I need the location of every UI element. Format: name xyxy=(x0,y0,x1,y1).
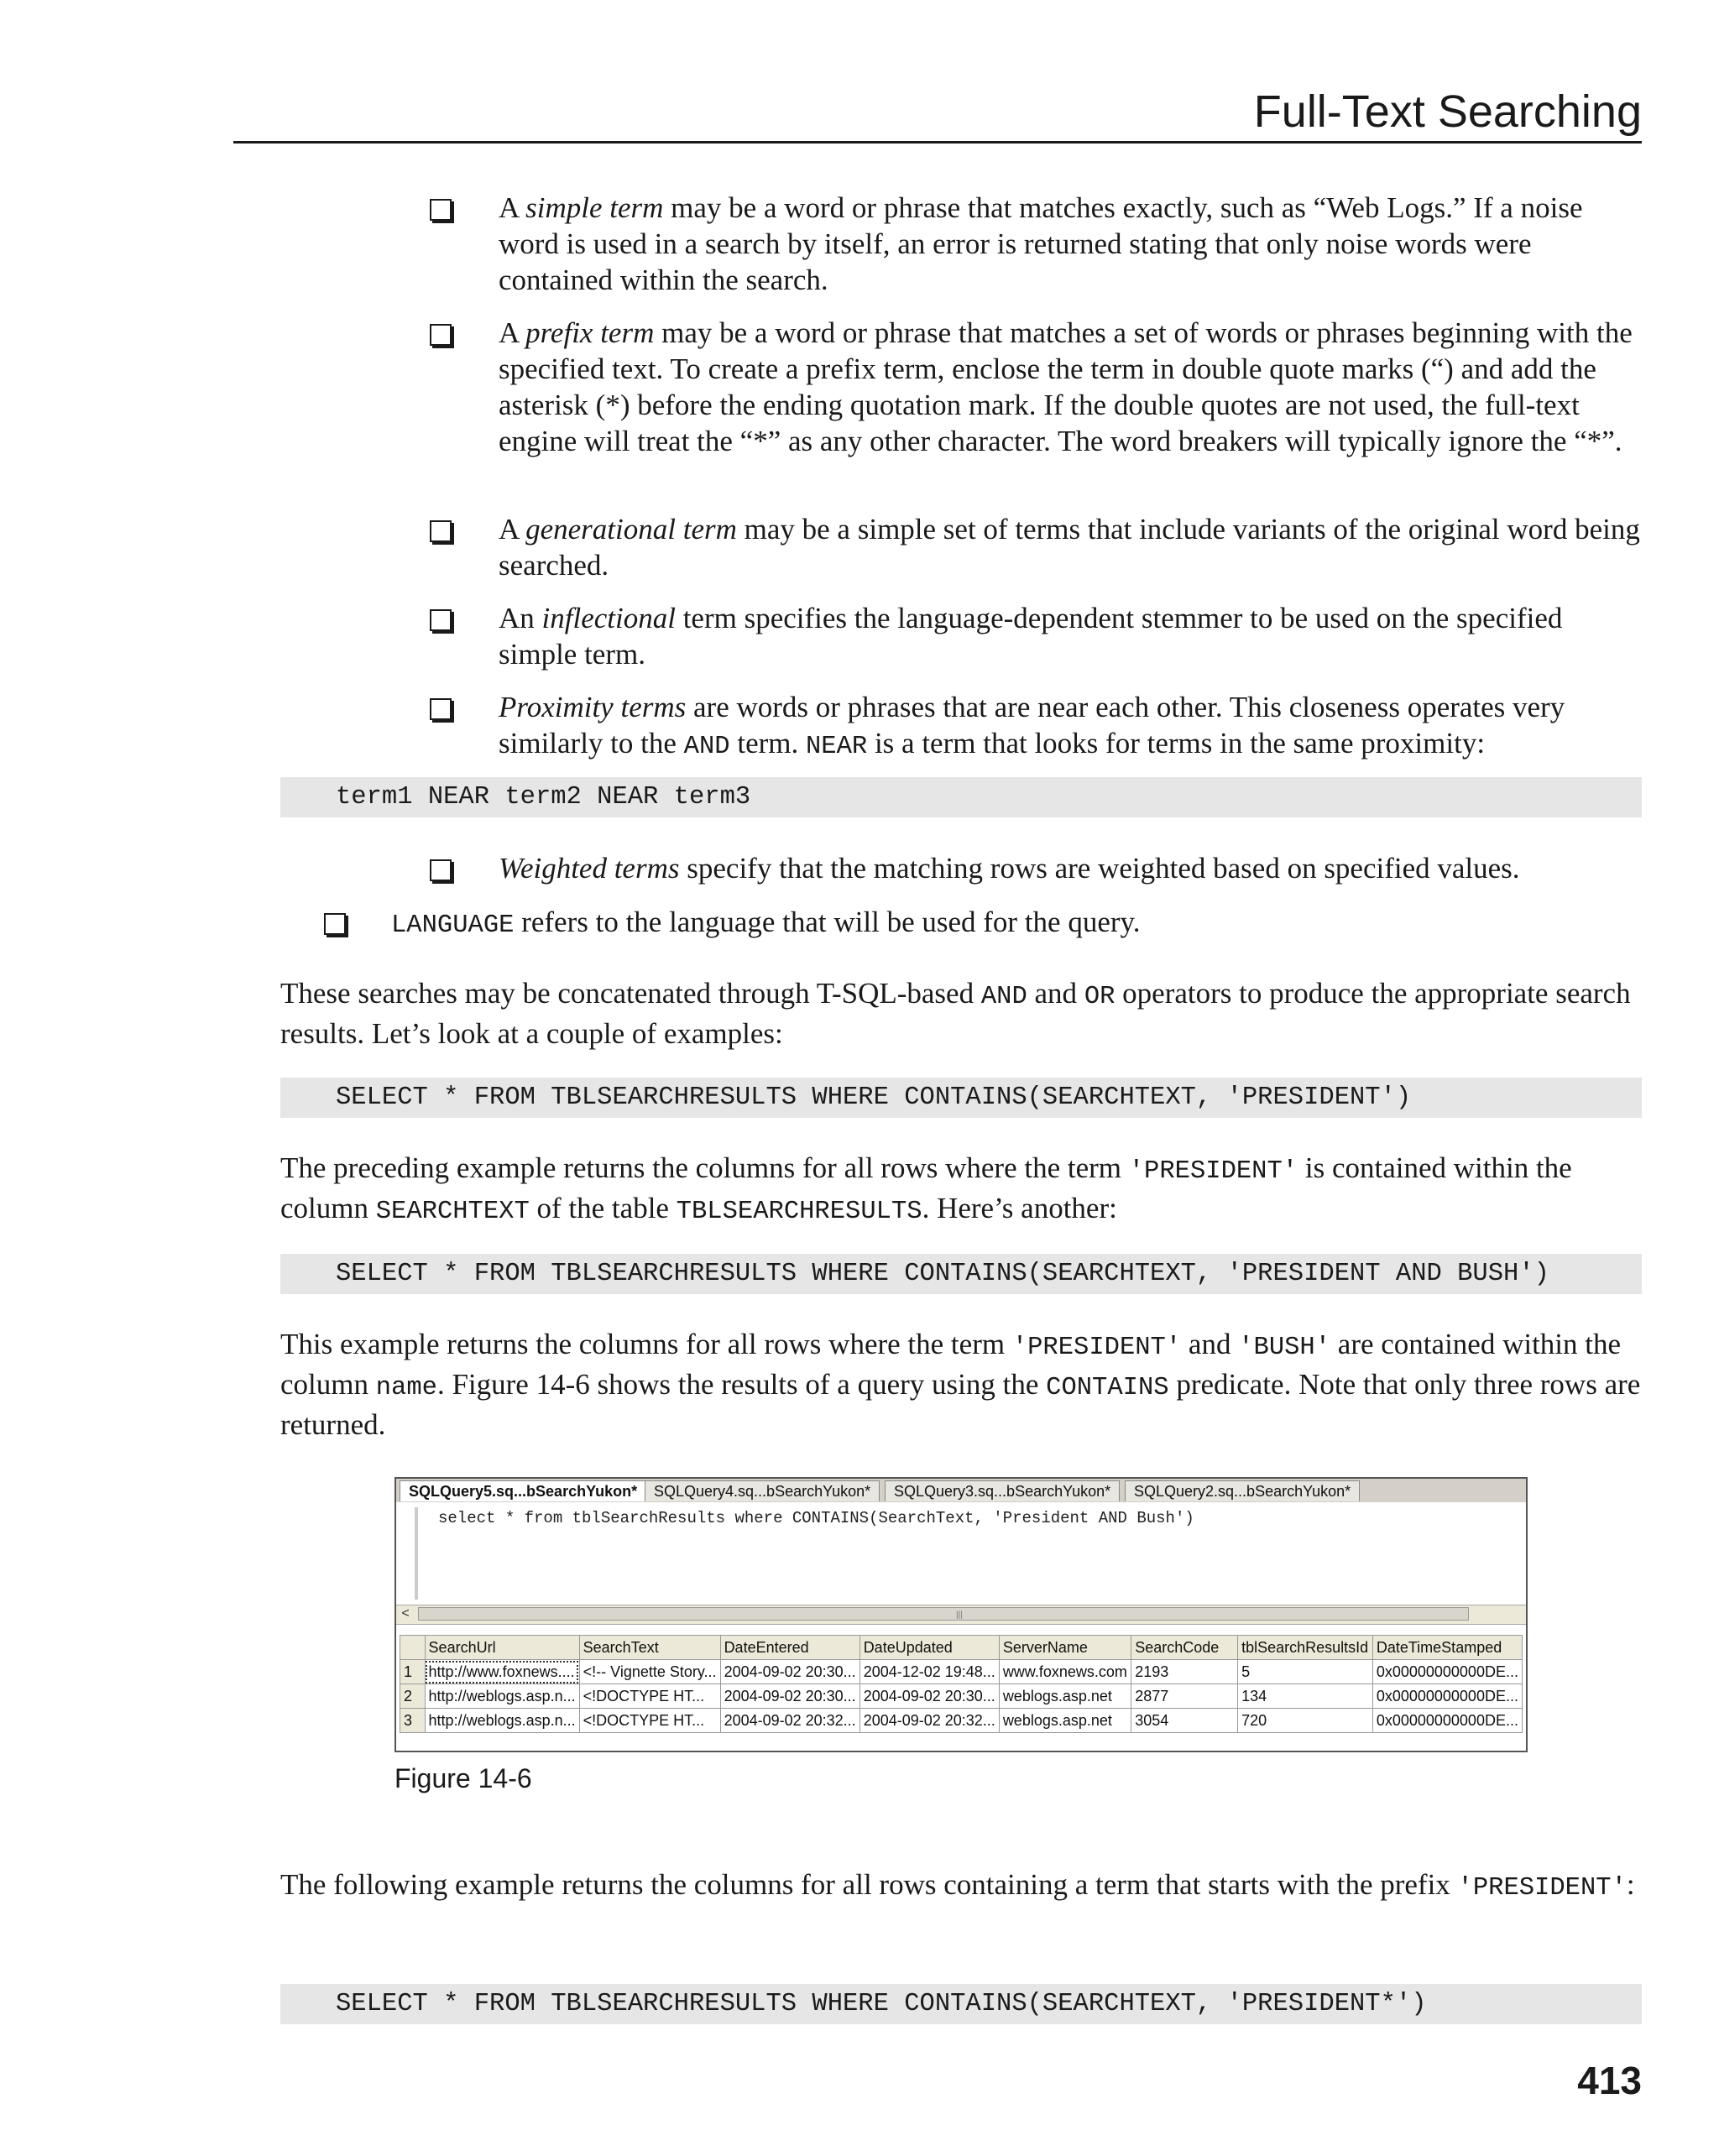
text: . Here’s another: xyxy=(922,1192,1117,1224)
text: : xyxy=(1626,1868,1635,1901)
text: may be a word or phrase that matches a set of words or phrases beginning with the specified text. To create a prefix term, enclose the term in double quote marks (“) and add the asterisk (*) before the ending quotation mark. If the double quotes are not used, the full-text engine will treat the “*” as any other character. The word breakers will typically ignore the “*”. xyxy=(499,316,1633,457)
text: The preceding example returns the columns for all rows where the term xyxy=(280,1151,1129,1184)
table-row[interactable] xyxy=(400,1684,1523,1709)
code-block: term1 NEAR term2 NEAR term3 xyxy=(280,777,1642,817)
table-cell[interactable]: <!DOCTYPE HT... xyxy=(579,1684,720,1709)
figure-caption: Figure 14-6 xyxy=(394,1763,532,1793)
term-emphasis: simple term xyxy=(525,191,664,224)
code-block: SELECT * FROM TBLSEARCHRESULTS WHERE CONTAINS(SEARCHTEXT, 'PRESIDENT*') xyxy=(280,1984,1642,2024)
column-header[interactable]: ServerName xyxy=(999,1636,1131,1660)
results-header-row xyxy=(400,1636,1523,1660)
page-number: 413 xyxy=(1577,2059,1642,2102)
text: The following example returns the columns for all rows containing a term that starts with the prefix xyxy=(280,1868,1458,1901)
inline-code: NEAR xyxy=(805,733,868,761)
code-block: SELECT * FROM TBLSEARCHRESULTS WHERE CONTAINS(SEARCHTEXT, 'PRESIDENT AND BUSH') xyxy=(280,1254,1642,1294)
bullet-simple-term xyxy=(499,190,1642,298)
term-emphasis: generational term xyxy=(525,513,737,546)
row-number: 3 xyxy=(400,1709,426,1733)
bullet-box xyxy=(430,324,452,346)
text: A xyxy=(499,513,526,546)
inline-code: TBLSEARCHRESULTS xyxy=(676,1198,922,1226)
bullet-inflectional-term xyxy=(499,600,1642,672)
scroll-thumb[interactable] xyxy=(418,1607,1469,1621)
results-grid xyxy=(400,1635,1523,1733)
column-header[interactable]: SearchText xyxy=(579,1636,720,1660)
text: and xyxy=(1181,1328,1239,1360)
results-table xyxy=(400,1635,1523,1733)
text: operators to produce the appropriate search results. Let’s look at a couple of examples: xyxy=(280,977,1631,1050)
query-tab-strip xyxy=(396,1479,1526,1503)
column-header[interactable]: DateUpdated xyxy=(860,1636,999,1660)
text: term specifies the language-dependent stemmer to be used on the specified simple term. xyxy=(499,602,1563,671)
bullet-box xyxy=(430,520,452,542)
column-header[interactable]: DateTimeStamped xyxy=(1372,1636,1522,1660)
table-cell[interactable]: <!-- Vignette Story... xyxy=(579,1660,720,1684)
tab-sqlquery4[interactable]: SQLQuery4.sq...bSearchYukon* xyxy=(645,1480,880,1501)
scroll-left-icon[interactable]: < xyxy=(401,1606,410,1621)
table-cell[interactable]: 2004-09-02 20:30... xyxy=(720,1684,860,1709)
text: refers to the language that will be used for the query. xyxy=(514,906,1141,938)
bullet-language xyxy=(391,904,1642,944)
table-cell[interactable]: 134 xyxy=(1238,1684,1373,1709)
table-cell[interactable]: weblogs.asp.net xyxy=(999,1709,1131,1733)
tab-sqlquery3[interactable]: SQLQuery3.sq...bSearchYukon* xyxy=(885,1480,1120,1501)
inline-code: 'PRESIDENT' xyxy=(1457,1874,1627,1903)
row-number-header xyxy=(400,1636,426,1660)
term-emphasis: inflectional xyxy=(541,602,676,634)
inline-code: CONTAINS xyxy=(1046,1374,1169,1402)
table-cell[interactable]: 0x00000000000DE... xyxy=(1372,1709,1522,1733)
inline-code: 'BUSH' xyxy=(1238,1334,1331,1362)
text: and xyxy=(1027,977,1084,1010)
inline-code: AND xyxy=(980,983,1027,1011)
bullet-box xyxy=(324,913,346,935)
bullet-generational-term xyxy=(499,511,1642,583)
text: A xyxy=(499,316,526,349)
query-text: select * from tblSearchResults where CONTAINS(SearchText, 'President AND Bush') xyxy=(438,1509,1194,1527)
table-cell[interactable]: 2193 xyxy=(1131,1660,1238,1684)
table-cell[interactable]: 0x00000000000DE... xyxy=(1372,1684,1522,1709)
text: An xyxy=(499,602,542,634)
table-cell[interactable]: 2004-12-02 19:48... xyxy=(860,1660,999,1684)
text: may be a word or phrase that matches exactly, such as “Web Logs.” If a noise word is used in a search by itself, an error is returned stating that only noise words were contained within the search. xyxy=(499,191,1583,296)
text: A xyxy=(499,191,526,224)
term-emphasis: prefix term xyxy=(525,316,655,349)
text: predicate. Note that only three rows are returned. xyxy=(280,1368,1641,1441)
table-cell[interactable]: 2004-09-02 20:30... xyxy=(860,1684,999,1709)
bullet-box xyxy=(430,859,452,881)
editor-gutter xyxy=(415,1507,418,1600)
text: of the table xyxy=(529,1192,677,1224)
grip-icon: ||| xyxy=(956,1610,963,1620)
tab-sqlquery2[interactable]: SQLQuery2.sq...bSearchYukon* xyxy=(1125,1480,1360,1501)
running-head: Full-Text Searching xyxy=(1253,86,1642,137)
term-emphasis: Proximity terms xyxy=(499,691,687,723)
table-cell[interactable]: 2004-09-02 20:30... xyxy=(720,1660,860,1684)
text: is a term that looks for terms in the same proximity: xyxy=(867,727,1486,760)
bullet-box xyxy=(430,698,452,720)
row-number: 2 xyxy=(400,1684,426,1709)
paragraph xyxy=(280,1326,1642,1443)
table-row[interactable] xyxy=(400,1709,1523,1733)
code-block: SELECT * FROM TBLSEARCHRESULTS WHERE CONTAINS(SEARCHTEXT, 'PRESIDENT') xyxy=(280,1078,1642,1118)
table-cell[interactable]: 0x00000000000DE... xyxy=(1372,1660,1522,1684)
header-rule xyxy=(233,141,1642,144)
column-header[interactable]: DateEntered xyxy=(720,1636,860,1660)
table-cell[interactable]: www.foxnews.com xyxy=(999,1660,1131,1684)
text: may be a simple set of terms that include variants of the original word being searched. xyxy=(499,513,1640,582)
paragraph xyxy=(280,975,1642,1052)
column-header[interactable]: SearchCode xyxy=(1131,1636,1238,1660)
paragraph xyxy=(280,1150,1642,1230)
inline-code: 'PRESIDENT' xyxy=(1128,1157,1298,1186)
table-cell[interactable]: <!DOCTYPE HT... xyxy=(579,1709,720,1733)
paragraph xyxy=(280,1866,1642,1907)
inline-code: AND xyxy=(683,733,730,761)
text: This example returns the columns for all rows where the term xyxy=(280,1328,1012,1360)
inline-code: OR xyxy=(1084,983,1116,1011)
table-cell[interactable]: 5 xyxy=(1238,1660,1373,1684)
bullet-box xyxy=(430,199,452,221)
bullet-box xyxy=(430,609,452,631)
row-number: 1 xyxy=(400,1660,426,1684)
query-editor[interactable] xyxy=(396,1502,1526,1605)
table-cell[interactable]: 3054 xyxy=(1131,1709,1238,1733)
inline-code: 'PRESIDENT' xyxy=(1011,1334,1182,1362)
table-cell[interactable]: http://weblogs.asp.n... xyxy=(425,1684,579,1709)
table-cell[interactable]: 720 xyxy=(1238,1709,1373,1733)
table-cell[interactable]: http://weblogs.asp.n... xyxy=(425,1709,579,1733)
column-header[interactable]: tblSearchResultsId xyxy=(1238,1636,1373,1660)
inline-code: SEARCHTEXT xyxy=(375,1198,530,1226)
bullet-prefix-term xyxy=(499,315,1642,459)
table-cell[interactable]: weblogs.asp.net xyxy=(999,1684,1131,1709)
text: . Figure 14-6 shows the results of a query using the xyxy=(436,1368,1047,1401)
table-cell[interactable]: 2004-09-02 20:32... xyxy=(860,1709,999,1733)
text: These searches may be concatenated through T-SQL-based xyxy=(280,977,981,1010)
table-cell[interactable]: 2004-09-02 20:32... xyxy=(720,1709,860,1733)
bullet-proximity-terms xyxy=(499,689,1642,765)
table-row[interactable] xyxy=(400,1660,1523,1684)
bullet-weighted-terms xyxy=(499,850,1642,886)
query-window-screenshot xyxy=(394,1477,1528,1752)
table-cell[interactable]: http://www.foxnews.... xyxy=(425,1660,579,1684)
term-emphasis: Weighted terms xyxy=(499,852,680,885)
text: are words or phrases that are near each other. This closeness operates very similarly to the xyxy=(499,691,1565,760)
text: are contained within the column xyxy=(280,1328,1622,1401)
inline-code: LANGUAGE xyxy=(391,911,515,940)
text: specify that the matching rows are weighted based on specified values. xyxy=(679,852,1520,885)
text: is contained within the column xyxy=(280,1151,1572,1224)
table-cell[interactable]: 2877 xyxy=(1131,1684,1238,1709)
text: term. xyxy=(729,727,806,760)
inline-code: name xyxy=(375,1374,437,1402)
column-header[interactable]: SearchUrl xyxy=(425,1636,579,1660)
tab-sqlquery5[interactable]: SQLQuery5.sq...bSearchYukon* xyxy=(400,1480,646,1501)
horizontal-scrollbar[interactable] xyxy=(396,1605,1526,1625)
